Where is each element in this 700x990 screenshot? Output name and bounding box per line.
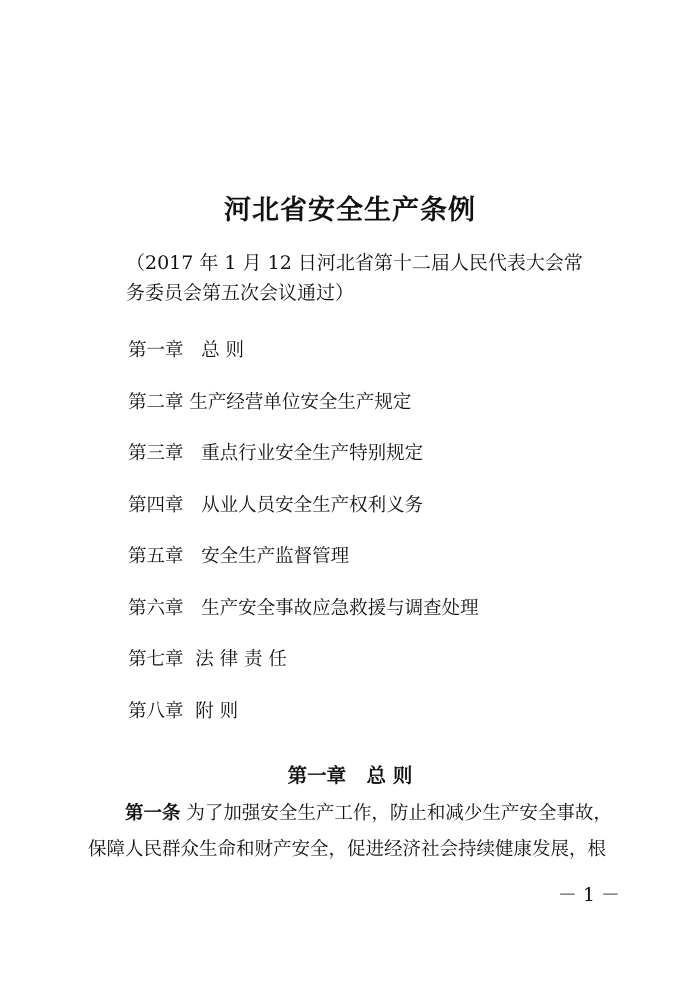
toc-item-chapter-5: 第五章 安全生产监督管理 xyxy=(128,546,350,567)
article-paragraph xyxy=(88,796,618,868)
toc-item-chapter-2: 第二章 生产经营单位安全生产规定 xyxy=(128,391,412,413)
table-of-contents xyxy=(128,335,628,747)
document-title: 河北省安全生产条例 xyxy=(224,195,476,226)
page-number: － 1 － xyxy=(557,884,620,906)
toc-item-chapter-4: 第四章 从业人员安全生产权利义务 xyxy=(128,494,424,516)
article-text: 为了加强安全生产工作，防止和减少生产安全事故，保障人民群众生命和财产安全，促进经济社会持续健康发展，根 xyxy=(88,803,612,860)
article-label: 第一条 xyxy=(125,803,181,824)
toc-item-chapter-3: 第三章 重点行业安全生产特别规定 xyxy=(128,443,424,464)
chapter-heading: 第一章 总 则 xyxy=(287,764,413,787)
toc-item-chapter-7: 第七章 法 律 责 任 xyxy=(128,649,287,670)
toc-item-chapter-1: 第一章 总 则 xyxy=(128,340,245,361)
toc-item-chapter-6: 第六章 生产安全事故应急救援与调查处理 xyxy=(128,597,479,619)
toc-item-chapter-8: 第八章 附 则 xyxy=(128,700,239,722)
document-subtitle: （2017 年 1 月 12 日河北省第十二届人民代表大会常务委员会第五次会议通过） xyxy=(126,252,583,304)
